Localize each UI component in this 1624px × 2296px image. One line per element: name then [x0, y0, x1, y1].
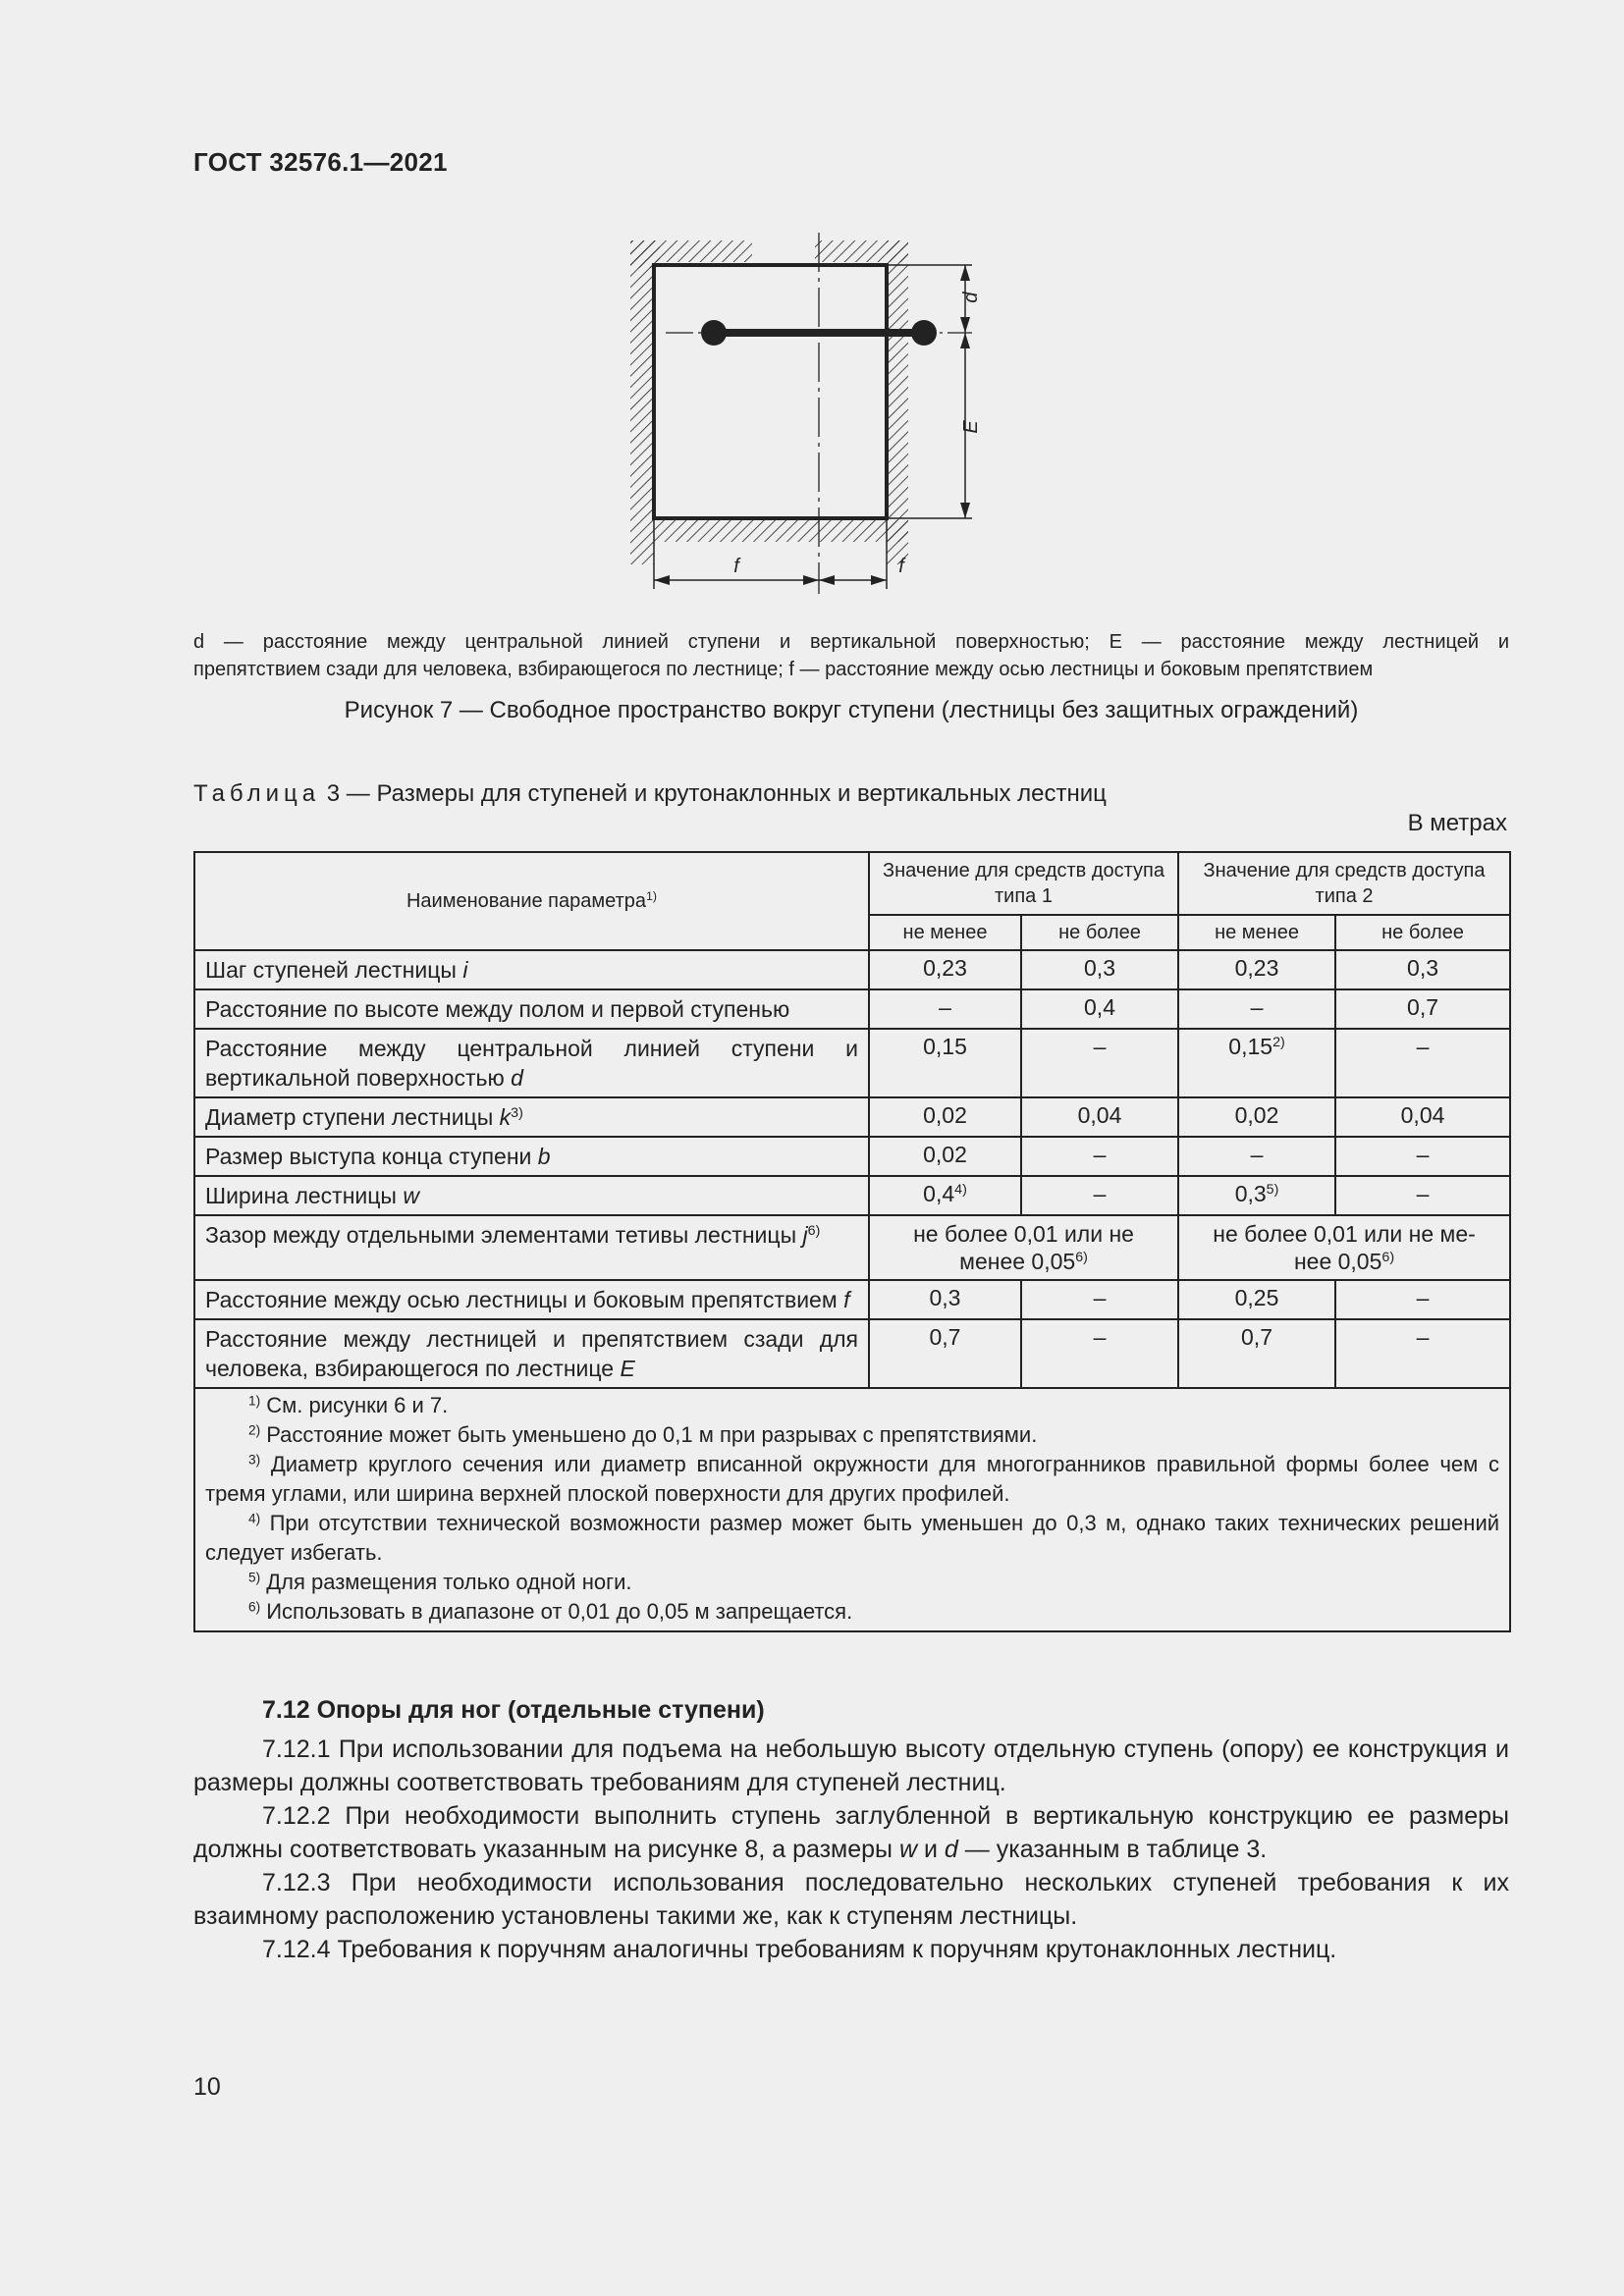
table-title-prefix: Таблица — [193, 780, 321, 807]
figure-legend — [193, 628, 1509, 683]
figure-caption: Рисунок 7 — Свободное пространство вокруг ступени (лестницы без защитных ограждений) — [344, 697, 1359, 723]
footnote: $^{4)}$ При отсутствии технической возможности размер может быть уменьшен до 0,3 м, однако таких технических решений следует избегать. — [205, 1511, 1500, 1565]
paragraph-7-12-1: 7.12.1 При использовании для подъема на небольшую высоту отдельную ступень (опору) ее конструкция и размеры должны соответствовать требованиям для ступеней лестниц. — [193, 1735, 1509, 1796]
footnote: $^{3)}$ Диаметр круглого сечения или диаметр вписанной окружности для многогранников правильной формы более чем с тремя углами, или ширина верхней плоской поверхности для других профилей. — [205, 1452, 1500, 1506]
document-header: ГОСТ 32576.1—2021 — [193, 147, 448, 177]
section-heading: 7.12 Опоры для ног (отдельные ступени) — [262, 1696, 765, 1724]
legend-line-1: d — расстояние между центральной линией ступени и вертикальной поверхностью; E — расстояние между лестницей и — [193, 631, 1509, 653]
free-space-outline — [654, 265, 887, 518]
table-row: Расстояние по высоте между полом и первой ступенью – 0,4 – 0,7 — [194, 989, 1510, 1029]
paragraph-7-12-2: 7.12.2 При необходимости выполнить ступень заглубленной в вертикальную конструкцию ее размеры должны соответствовать указанным на рисунке 8, а размеры w и d — указанным в таблице 3. — [193, 1802, 1509, 1863]
dimensions-table — [193, 851, 1511, 1632]
table-row: Расстояние между центральной линией ступени и вертикальной поверхностью d 0,15 – 0,15$^{2)}$ – — [194, 1029, 1510, 1097]
header-param: Наименование параметра$^{1)}$ — [194, 852, 869, 950]
header-min-1: не менее — [869, 915, 1021, 950]
header-type-2: Значение для средств доступа типа 2 — [1178, 852, 1510, 915]
footnote: $^{6)}$ Использовать в диапазоне от 0,01 до 0,05 м запрещается. — [248, 1599, 853, 1624]
table-title-text: 3 — Размеры для ступеней и крутонаклонных и вертикальных лестниц — [320, 780, 1107, 807]
table-row: Шаг ступеней лестницы i 0,23 0,3 0,23 0,3 — [194, 950, 1510, 989]
table-units: В метрах — [1407, 810, 1507, 836]
dim-label-e: E — [960, 420, 982, 434]
header-min-2: не менее — [1178, 915, 1335, 950]
table-row: Зазор между отдельными элементами тетивы лестницы $j^{6)}$ не более 0,01 или не менее 0,05$^{6)}$ не более 0,01 или не ме- нее 0,05$^{6)}$ — [194, 1215, 1510, 1280]
header-max-2: не более — [1335, 915, 1510, 950]
legend-line-2: препятствием сзади для человека, взбирающегося по лестнице; f — расстояние между осью лестницы и боковым препятствием — [193, 659, 1374, 680]
paragraph-7-12-3: 7.12.3 При необходимости использования последовательно нескольких ступеней требования к их взаимному расположению установлены такими же, как к ступеням лестницы. — [193, 1869, 1509, 1930]
table-row: Размер выступа конца ступени b 0,02 – – – — [194, 1137, 1510, 1176]
dim-label-f-left: f — [733, 556, 739, 577]
header-max-1: не более — [1021, 915, 1178, 950]
figure-7-diagram — [619, 221, 1090, 599]
table-title — [193, 780, 1107, 808]
footnote: $^{2)}$ Расстояние может быть уменьшено до 0,1 м при разрывах с препятствиями. — [248, 1422, 1038, 1447]
section-7-12 — [193, 1693, 1509, 1966]
table-footnotes — [194, 1388, 1510, 1631]
dim-label-d: d — [960, 292, 982, 303]
table-row: Расстояние между лестницей и препятствием сзади для человека, взбирающегося по лестнице E 0,7 – 0,7 – — [194, 1319, 1510, 1388]
footnote: $^{5)}$ Для размещения только одной ноги. — [248, 1570, 632, 1594]
table-row: Диаметр ступени лестницы $k^{3)}$ 0,02 0,04 0,02 0,04 — [194, 1097, 1510, 1137]
dim-label-f-right: f — [898, 556, 904, 577]
page-number: 10 — [193, 2073, 221, 2101]
paragraph-7-12-4: 7.12.4 Требования к поручням аналогичны требованиям к поручням крутонаклонных лестниц. — [262, 1936, 1337, 1963]
header-type-1: Значение для средств доступа типа 1 — [869, 852, 1178, 915]
footnote: $^{1)}$ См. рисунки 6 и 7. — [248, 1393, 449, 1417]
table-row: Расстояние между осью лестницы и боковым препятствием f 0,3 – 0,25 – — [194, 1280, 1510, 1319]
table-row: Ширина лестницы w 0,4$^{4)}$ – 0,3$^{5)}$ – — [194, 1176, 1510, 1215]
